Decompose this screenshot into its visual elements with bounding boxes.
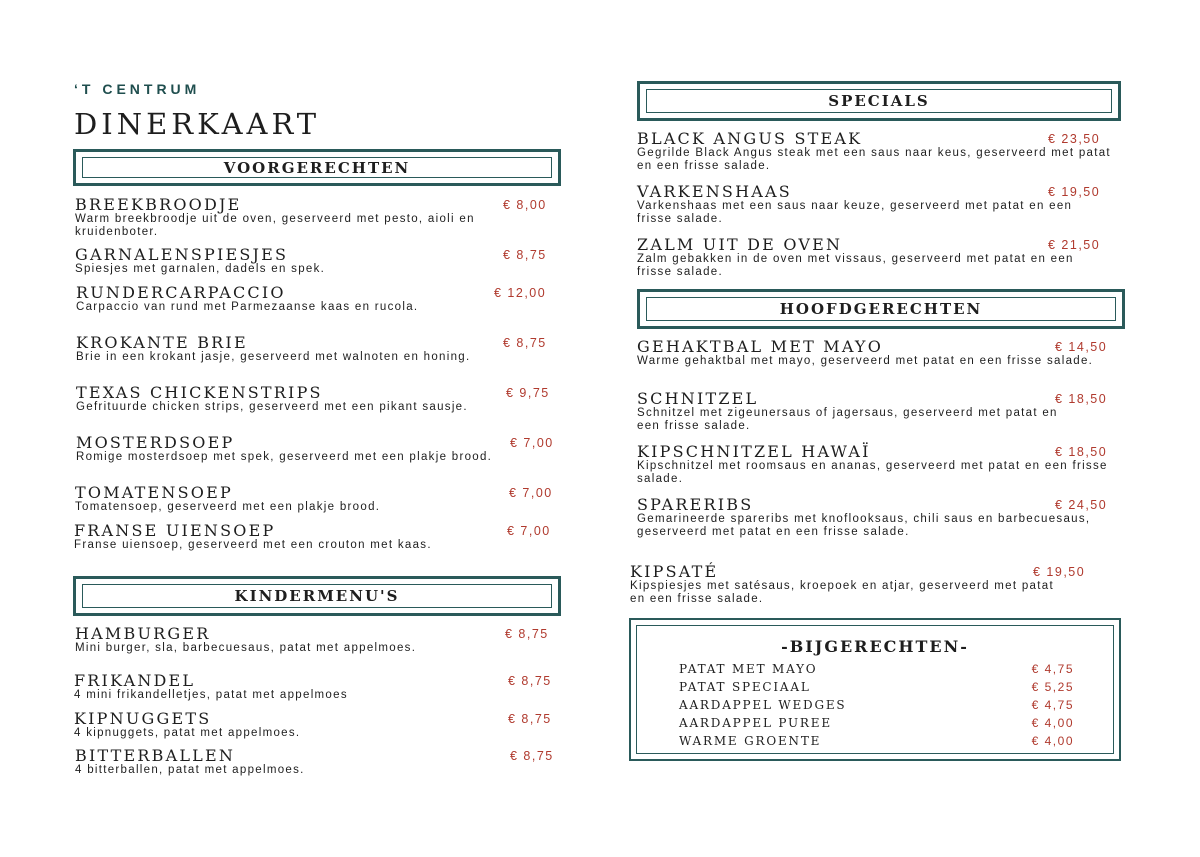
item-price: € 19,50 bbox=[1048, 185, 1101, 199]
side-dish-name: AARDAPPEL WEDGES bbox=[679, 698, 847, 712]
item-name: KROKANTE BRIE bbox=[76, 333, 248, 352]
item-price: € 8,75 bbox=[508, 712, 552, 726]
item-name: KIPNUGGETS bbox=[74, 709, 212, 728]
restaurant-brand: ‘T CENTRUM bbox=[74, 81, 201, 97]
item-description: Kipspiesjes met satésaus, kroepoek en atjar, geserveerd met patat en een frisse salade. bbox=[630, 580, 1054, 605]
item-description: Franse uiensoep, geserveerd met een crouton met kaas. bbox=[74, 539, 432, 551]
item-description: Gemarineerde spareribs met knoflooksaus, chili saus en barbecuesaus, geserveerd met patat en een frisse salade. bbox=[637, 513, 1091, 538]
section-header-kindermenu bbox=[73, 576, 561, 616]
item-description: Warm breekbroodje uit de oven, geserveerd met pesto, aioli en kruidenboter. bbox=[75, 213, 475, 238]
item-description: Gefrituurde chicken strips, geserveerd met een pikant sausje. bbox=[76, 401, 468, 413]
page-title: DINERKAART bbox=[74, 107, 321, 141]
item-name: FRANSE UIENSOEP bbox=[74, 521, 276, 540]
item-price: € 23,50 bbox=[1048, 132, 1101, 146]
item-name: ZALM UIT DE OVEN bbox=[637, 235, 843, 254]
item-price: € 7,00 bbox=[510, 436, 554, 450]
item-name: HAMBURGER bbox=[75, 624, 211, 643]
item-name: TEXAS CHICKENSTRIPS bbox=[76, 383, 323, 402]
item-name: RUNDERCARPACCIO bbox=[76, 283, 286, 302]
side-dish-price: € 5,25 bbox=[1031, 680, 1074, 694]
item-description: Schnitzel met zigeunersaus of jagersaus, geserveerd met patat en een frisse salade. bbox=[637, 407, 1058, 432]
item-price: € 18,50 bbox=[1055, 392, 1108, 406]
item-name: GEHAKTBAL MET MAYO bbox=[637, 337, 884, 356]
item-description: Kipschnitzel met roomsaus en ananas, geserveerd met patat en een frisse salade. bbox=[637, 460, 1108, 485]
item-price: € 7,00 bbox=[509, 486, 553, 500]
side-dish-price: € 4,75 bbox=[1031, 662, 1074, 676]
item-price: € 8,75 bbox=[503, 336, 547, 350]
item-price: € 12,00 bbox=[494, 286, 547, 300]
side-dish-name: AARDAPPEL PUREE bbox=[679, 716, 832, 730]
side-dish-price: € 4,00 bbox=[1031, 734, 1074, 748]
item-name: BITTERBALLEN bbox=[75, 746, 236, 765]
item-description: Varkenshaas met een saus naar keuze, geserveerd met patat en een frisse salade. bbox=[637, 200, 1073, 225]
item-description: Warme gehaktbal met mayo, geserveerd met patat en een frisse salade. bbox=[637, 355, 1094, 367]
item-description: 4 kipnuggets, patat met appelmoes. bbox=[74, 727, 301, 739]
item-description: Brie in een krokant jasje, geserveerd met walnoten en honing. bbox=[76, 351, 471, 363]
side-dish-row bbox=[679, 680, 1074, 696]
item-price: € 8,75 bbox=[503, 248, 547, 262]
item-price: € 19,50 bbox=[1033, 565, 1086, 579]
item-price: € 18,50 bbox=[1055, 445, 1108, 459]
item-name: BREEKBROODJE bbox=[75, 195, 242, 214]
item-name: SCHNITZEL bbox=[637, 389, 759, 408]
item-name: GARNALENSPIESJES bbox=[75, 245, 289, 264]
section-title-specials: SPECIALS bbox=[646, 89, 1112, 113]
item-description: Romige mosterdsoep met spek, geserveerd met een plakje brood. bbox=[76, 451, 493, 463]
side-dish-name: PATAT MET MAYO bbox=[679, 662, 818, 676]
side-dish-row bbox=[679, 662, 1074, 678]
item-description: Spiesjes met garnalen, dadels en spek. bbox=[75, 263, 326, 275]
side-dish-price: € 4,75 bbox=[1031, 698, 1074, 712]
item-name: KIPSATÉ bbox=[630, 562, 719, 581]
item-price: € 8,75 bbox=[510, 749, 554, 763]
item-price: € 14,50 bbox=[1055, 340, 1108, 354]
section-title-voorgerechten: VOORGERECHTEN bbox=[82, 157, 552, 178]
section-header-hoofdgerechten bbox=[637, 289, 1125, 329]
item-price: € 7,00 bbox=[507, 524, 551, 538]
item-name: VARKENSHAAS bbox=[637, 182, 792, 201]
section-header-specials bbox=[637, 81, 1121, 121]
item-name: BLACK ANGUS STEAK bbox=[637, 129, 863, 148]
section-title-hoofdgerechten: HOOFDGERECHTEN bbox=[646, 297, 1116, 321]
item-description: Mini burger, sla, barbecuesaus, patat met appelmoes. bbox=[75, 642, 417, 654]
item-name: FRIKANDEL bbox=[74, 671, 196, 690]
item-price: € 21,50 bbox=[1048, 238, 1101, 252]
item-description: 4 bitterballen, patat met appelmoes. bbox=[75, 764, 305, 776]
section-header-voorgerechten bbox=[73, 149, 561, 186]
item-name: SPARERIBS bbox=[637, 495, 754, 514]
side-dish-row bbox=[679, 698, 1074, 714]
item-name: TOMATENSOEP bbox=[75, 483, 233, 502]
item-price: € 8,00 bbox=[503, 198, 547, 212]
side-dish-row bbox=[679, 716, 1074, 732]
item-price: € 8,75 bbox=[505, 627, 549, 641]
item-name: KIPSCHNITZEL HAWAÏ bbox=[637, 442, 871, 461]
item-price: € 9,75 bbox=[506, 386, 550, 400]
item-description: 4 mini frikandelletjes, patat met appelmoes bbox=[74, 689, 348, 701]
side-dish-row bbox=[679, 734, 1074, 750]
bijgerechten-box bbox=[629, 618, 1121, 761]
item-description: Tomatensoep, geserveerd met een plakje brood. bbox=[75, 501, 381, 513]
bijgerechten-title: -BIJGERECHTEN- bbox=[781, 637, 969, 656]
side-dish-name: WARME GROENTE bbox=[679, 734, 822, 748]
item-description: Zalm gebakken in de oven met vissaus, geserveerd met patat en een frisse salade. bbox=[637, 253, 1074, 278]
item-description: Gegrilde Black Angus steak met een saus naar keus, geserveerd met patat en een frisse salade. bbox=[637, 147, 1111, 172]
side-dish-name: PATAT SPECIAAL bbox=[679, 680, 811, 694]
item-description: Carpaccio van rund met Parmezaanse kaas en rucola. bbox=[76, 301, 419, 313]
item-name: MOSTERDSOEP bbox=[76, 433, 235, 452]
item-price: € 24,50 bbox=[1055, 498, 1108, 512]
side-dish-price: € 4,00 bbox=[1031, 716, 1074, 730]
section-title-kindermenu: KINDERMENU'S bbox=[82, 584, 552, 608]
item-price: € 8,75 bbox=[508, 674, 552, 688]
